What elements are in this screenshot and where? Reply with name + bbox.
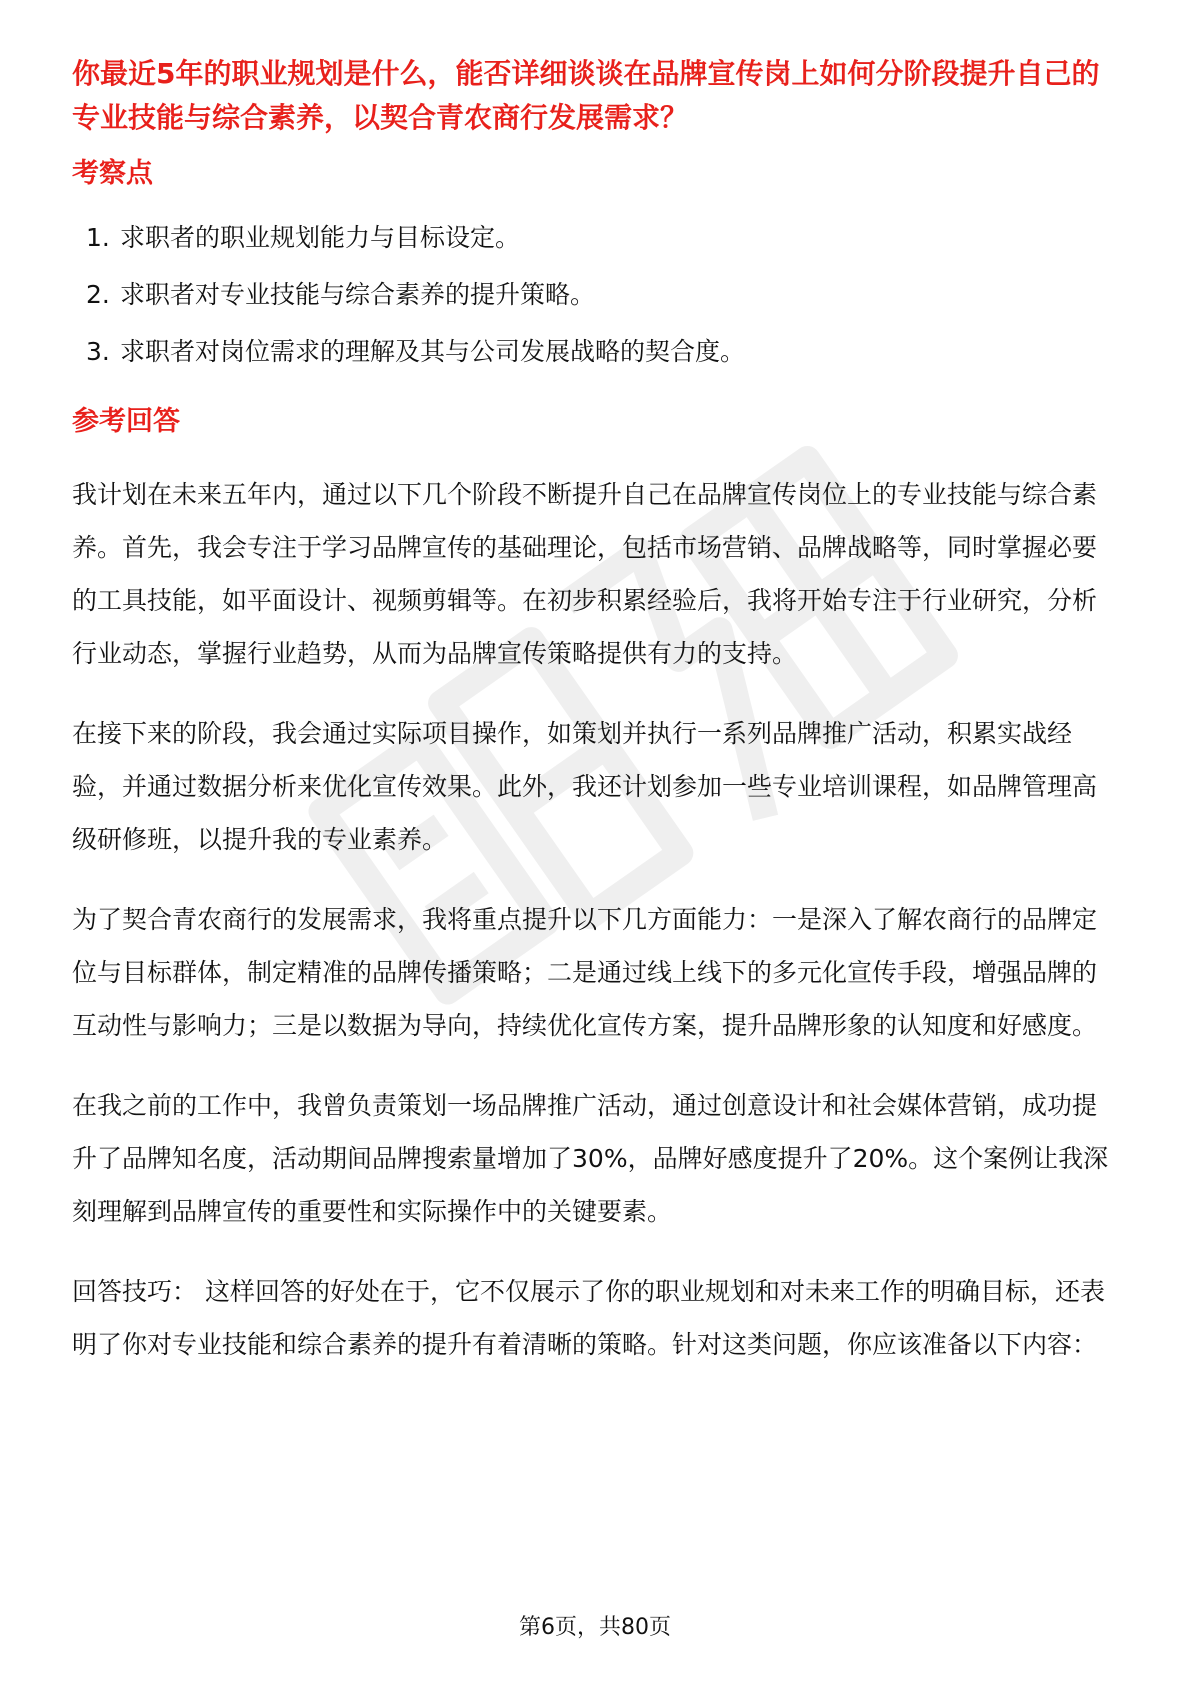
page-footer: 第6页，共80页: [519, 1615, 671, 1640]
points-section-title: 考察点: [72, 158, 153, 189]
list-item: [72, 275, 1120, 315]
list-text: 求职者对岗位需求的理解及其与公司发展战略的契合度。: [120, 337, 746, 366]
list-number: 3.: [86, 337, 110, 366]
answer-paragraph: 为了契合青农商行的发展需求，我将重点提升以下几方面能力：一是深入了解农商行的品牌定位与目标群体，制定精准的品牌传播策略；二是通过线上线下的多元化宣传手段，增强品牌的互动性与影响力；三是以数据为导向，持续优化宣传方案，提升品牌形象的认知度和好感度。: [72, 905, 1098, 1040]
list-text: 求职者的职业规划能力与目标设定。: [120, 223, 521, 252]
list-item: [72, 218, 1120, 258]
tips-paragraph: 回答技巧： 这样回答的好处在于，它不仅展示了你的职业规划和对未来工作的明确目标，还表明了你对专业技能和综合素养的提升有着清晰的策略。针对这类问题，你应该准备以下内容：: [72, 1277, 1105, 1359]
question-heading: 你最近5年的职业规划是什么，能否详细谈谈在品牌宣传岗上如何分阶段提升自己的专业技能与综合素养，以契合青农商行发展需求？: [72, 57, 1100, 134]
answer-paragraph: 在我之前的工作中，我曾负责策划一场品牌推广活动，通过创意设计和社会媒体营销，成功提升了品牌知名度，活动期间品牌搜索量增加了30%，品牌好感度提升了20%。这个案例让我深刻理解到品牌宣传的重要性和实际操作中的关键要素。: [72, 1091, 1109, 1226]
list-text: 求职者对专业技能与综合素养的提升策略。: [120, 280, 596, 309]
answer-paragraph: 在接下来的阶段，我会通过实际项目操作，如策划并执行一系列品牌推广活动，积累实战经验，并通过数据分析来优化宣传效果。此外，我还计划参加一些专业培训课程，如品牌管理高级研修班，以提升我的专业素养。: [72, 719, 1098, 854]
answer-paragraph: 我计划在未来五年内，通过以下几个阶段不断提升自己在品牌宣传岗位上的专业技能与综合素养。首先，我会专注于学习品牌宣传的基础理论，包括市场营销、品牌战略等，同时掌握必要的工具技能，如平面设计、视频剪辑等。在初步积累经验后，我将开始专注于行业研究，分析行业动态，掌握行业趋势，从而为品牌宣传策略提供有力的支持。: [72, 480, 1098, 668]
document-body: [72, 52, 1120, 1371]
list-number: 1.: [86, 223, 110, 252]
list-item: [72, 332, 1120, 372]
list-number: 2.: [86, 280, 110, 309]
points-list: [72, 218, 1120, 372]
answer-section-title: 参考回答: [72, 406, 180, 437]
